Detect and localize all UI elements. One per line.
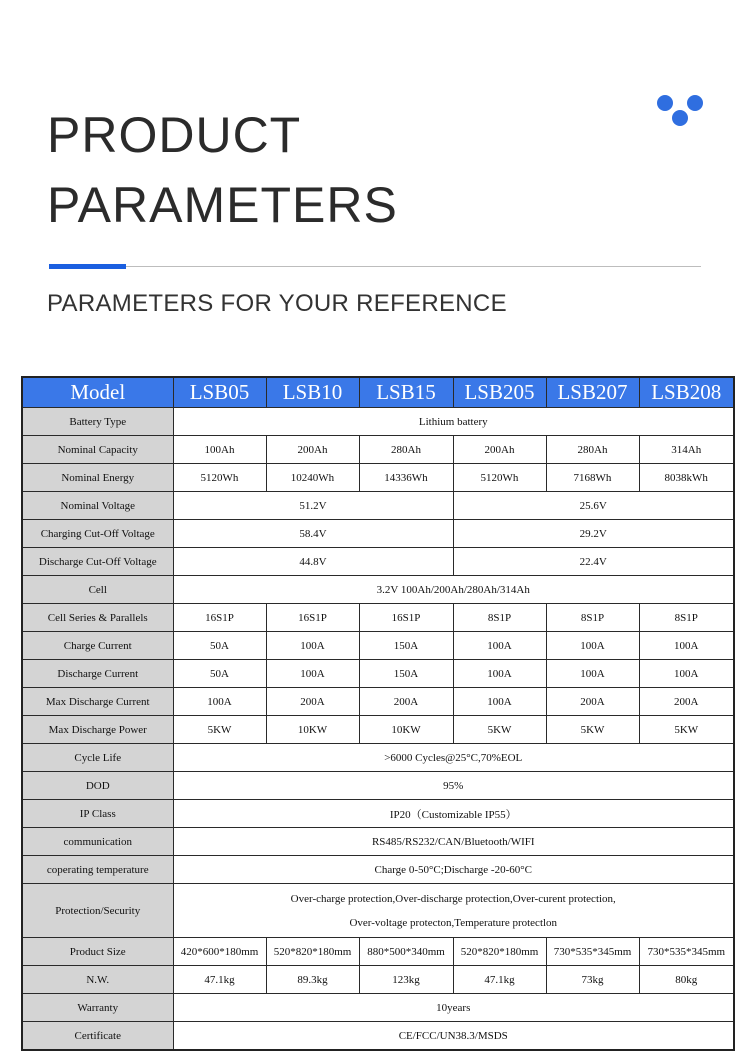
table-cell: 16S1P xyxy=(359,604,453,632)
page-title xyxy=(47,100,398,240)
table-cell: Lithium battery xyxy=(173,408,734,436)
table-cell: 200Ah xyxy=(266,436,359,464)
row-label: N.W. xyxy=(22,966,173,994)
row-label: communication xyxy=(22,828,173,856)
row-label: Certificate xyxy=(22,1022,173,1051)
table-cell: 420*600*180mm xyxy=(173,938,266,966)
table-cell: 5KW xyxy=(639,716,734,744)
table-cell: 123kg xyxy=(359,966,453,994)
table-cell: 880*500*340mm xyxy=(359,938,453,966)
table-row xyxy=(22,966,734,994)
table-cell: 10KW xyxy=(266,716,359,744)
table-cell: 8038kWh xyxy=(639,464,734,492)
row-label: Product Size xyxy=(22,938,173,966)
table-header-row xyxy=(22,377,734,408)
dot-icon xyxy=(672,110,688,126)
row-label: Nominal Voltage xyxy=(22,492,173,520)
table-cell: 44.8V xyxy=(173,548,453,576)
table-cell: 200A xyxy=(639,688,734,716)
table-cell: 100A xyxy=(453,688,546,716)
table-cell: 520*820*180mm xyxy=(266,938,359,966)
table-row xyxy=(22,1022,734,1051)
table-cell: 314Ah xyxy=(639,436,734,464)
table-cell: 10240Wh xyxy=(266,464,359,492)
row-label: Cell Series & Parallels xyxy=(22,604,173,632)
row-label: Cell xyxy=(22,576,173,604)
table-row xyxy=(22,994,734,1022)
table-cell: 8S1P xyxy=(639,604,734,632)
table-cell: 8S1P xyxy=(546,604,639,632)
model-header: Model xyxy=(22,377,173,408)
row-label: Charge Current xyxy=(22,632,173,660)
table-row xyxy=(22,408,734,436)
table-cell: 5120Wh xyxy=(453,464,546,492)
table-cell: RS485/RS232/CAN/Bluetooth/WIFI xyxy=(173,828,734,856)
table-cell: 100Ah xyxy=(173,436,266,464)
model-name: LSB10 xyxy=(266,377,359,408)
table-cell: 89.3kg xyxy=(266,966,359,994)
row-label: Protection/Security xyxy=(22,884,173,938)
row-label: Warranty xyxy=(22,994,173,1022)
table-cell: 51.2V xyxy=(173,492,453,520)
table-row xyxy=(22,744,734,772)
divider-accent xyxy=(49,264,126,269)
row-label: Discharge Cut-Off Voltage xyxy=(22,548,173,576)
table-cell: 22.4V xyxy=(453,548,734,576)
model-name: LSB208 xyxy=(639,377,734,408)
model-name: LSB207 xyxy=(546,377,639,408)
table-row xyxy=(22,548,734,576)
divider xyxy=(49,266,701,267)
model-name: LSB15 xyxy=(359,377,453,408)
table-cell: 100A xyxy=(546,660,639,688)
table-cell: 5KW xyxy=(173,716,266,744)
cell-line: Over-charge protection,Over-discharge protection,Over-curent protection, xyxy=(290,892,616,905)
table-cell: 200A xyxy=(546,688,639,716)
cell-line: Over-voltage protecton,Temperature protectlon xyxy=(349,916,558,929)
model-name: LSB05 xyxy=(173,377,266,408)
row-label: Battery Type xyxy=(22,408,173,436)
table-body xyxy=(22,408,734,1051)
table-cell: 7168Wh xyxy=(546,464,639,492)
table-cell: 29.2V xyxy=(453,520,734,548)
table-cell: 150A xyxy=(359,660,453,688)
table-cell: 100A xyxy=(173,688,266,716)
table-cell: 10KW xyxy=(359,716,453,744)
table-row xyxy=(22,520,734,548)
table-cell: 16S1P xyxy=(173,604,266,632)
table-cell: 58.4V xyxy=(173,520,453,548)
table-cell: 16S1P xyxy=(266,604,359,632)
table-row xyxy=(22,464,734,492)
table-cell: 520*820*180mm xyxy=(453,938,546,966)
table-cell: Charge 0-50°C;Discharge -20-60°C xyxy=(173,856,734,884)
table-row xyxy=(22,856,734,884)
table-cell: 100A xyxy=(453,660,546,688)
table-row xyxy=(22,632,734,660)
table-row xyxy=(22,436,734,464)
table-cell xyxy=(173,884,734,938)
table-row xyxy=(22,938,734,966)
table-row xyxy=(22,800,734,828)
row-label: Max Discharge Power xyxy=(22,716,173,744)
table-cell: 73kg xyxy=(546,966,639,994)
table-cell: 47.1kg xyxy=(453,966,546,994)
row-label: DOD xyxy=(22,772,173,800)
table-row xyxy=(22,604,734,632)
table-cell: 8S1P xyxy=(453,604,546,632)
row-label: Nominal Energy xyxy=(22,464,173,492)
row-label: Cycle Life xyxy=(22,744,173,772)
page-subtitle: PARAMETERS FOR YOUR REFERENCE xyxy=(47,290,507,317)
table-row xyxy=(22,576,734,604)
title-line-2: PARAMETERS xyxy=(47,177,398,233)
table-cell: 80kg xyxy=(639,966,734,994)
table-cell: 95% xyxy=(173,772,734,800)
table-cell: 280Ah xyxy=(546,436,639,464)
table-cell: 5KW xyxy=(453,716,546,744)
dot-icon xyxy=(687,95,703,111)
row-label: Charging Cut-Off Voltage xyxy=(22,520,173,548)
table-cell: 280Ah xyxy=(359,436,453,464)
table-cell: 100A xyxy=(266,660,359,688)
table-cell: 730*535*345mm xyxy=(546,938,639,966)
table-cell: 150A xyxy=(359,632,453,660)
table-cell: 200Ah xyxy=(453,436,546,464)
table-cell: 5KW xyxy=(546,716,639,744)
row-label: coperating temperature xyxy=(22,856,173,884)
table-cell: >6000 Cycles@25°C,70%EOL xyxy=(173,744,734,772)
table-cell: 100A xyxy=(266,632,359,660)
row-label: IP Class xyxy=(22,800,173,828)
table-row xyxy=(22,828,734,856)
row-label: Max Discharge Current xyxy=(22,688,173,716)
table-cell: 47.1kg xyxy=(173,966,266,994)
dot-icon xyxy=(657,95,673,111)
table-cell: 50A xyxy=(173,632,266,660)
table-row xyxy=(22,492,734,520)
table-row xyxy=(22,772,734,800)
table-cell: 14336Wh xyxy=(359,464,453,492)
three-dots-icon xyxy=(655,93,705,129)
table-cell: 100A xyxy=(453,632,546,660)
table-cell: 3.2V 100Ah/200Ah/280Ah/314Ah xyxy=(173,576,734,604)
table-cell: 10years xyxy=(173,994,734,1022)
title-line-1: PRODUCT xyxy=(47,107,302,163)
table-cell: CE/FCC/UN38.3/MSDS xyxy=(173,1022,734,1051)
table-row xyxy=(22,660,734,688)
table-row xyxy=(22,884,734,938)
table-cell: 100A xyxy=(639,632,734,660)
table-row xyxy=(22,716,734,744)
table-cell: 100A xyxy=(639,660,734,688)
model-name: LSB205 xyxy=(453,377,546,408)
table-cell: 730*535*345mm xyxy=(639,938,734,966)
row-label: Discharge Current xyxy=(22,660,173,688)
table-cell: 50A xyxy=(173,660,266,688)
table-cell: IP20（Customizable IP55） xyxy=(173,800,734,828)
table-cell: 5120Wh xyxy=(173,464,266,492)
table-cell: 100A xyxy=(546,632,639,660)
table-cell: 200A xyxy=(359,688,453,716)
table-cell: 200A xyxy=(266,688,359,716)
table-cell: 25.6V xyxy=(453,492,734,520)
row-label: Nominal Capacity xyxy=(22,436,173,464)
table-row xyxy=(22,688,734,716)
parameters-table xyxy=(21,376,735,1051)
